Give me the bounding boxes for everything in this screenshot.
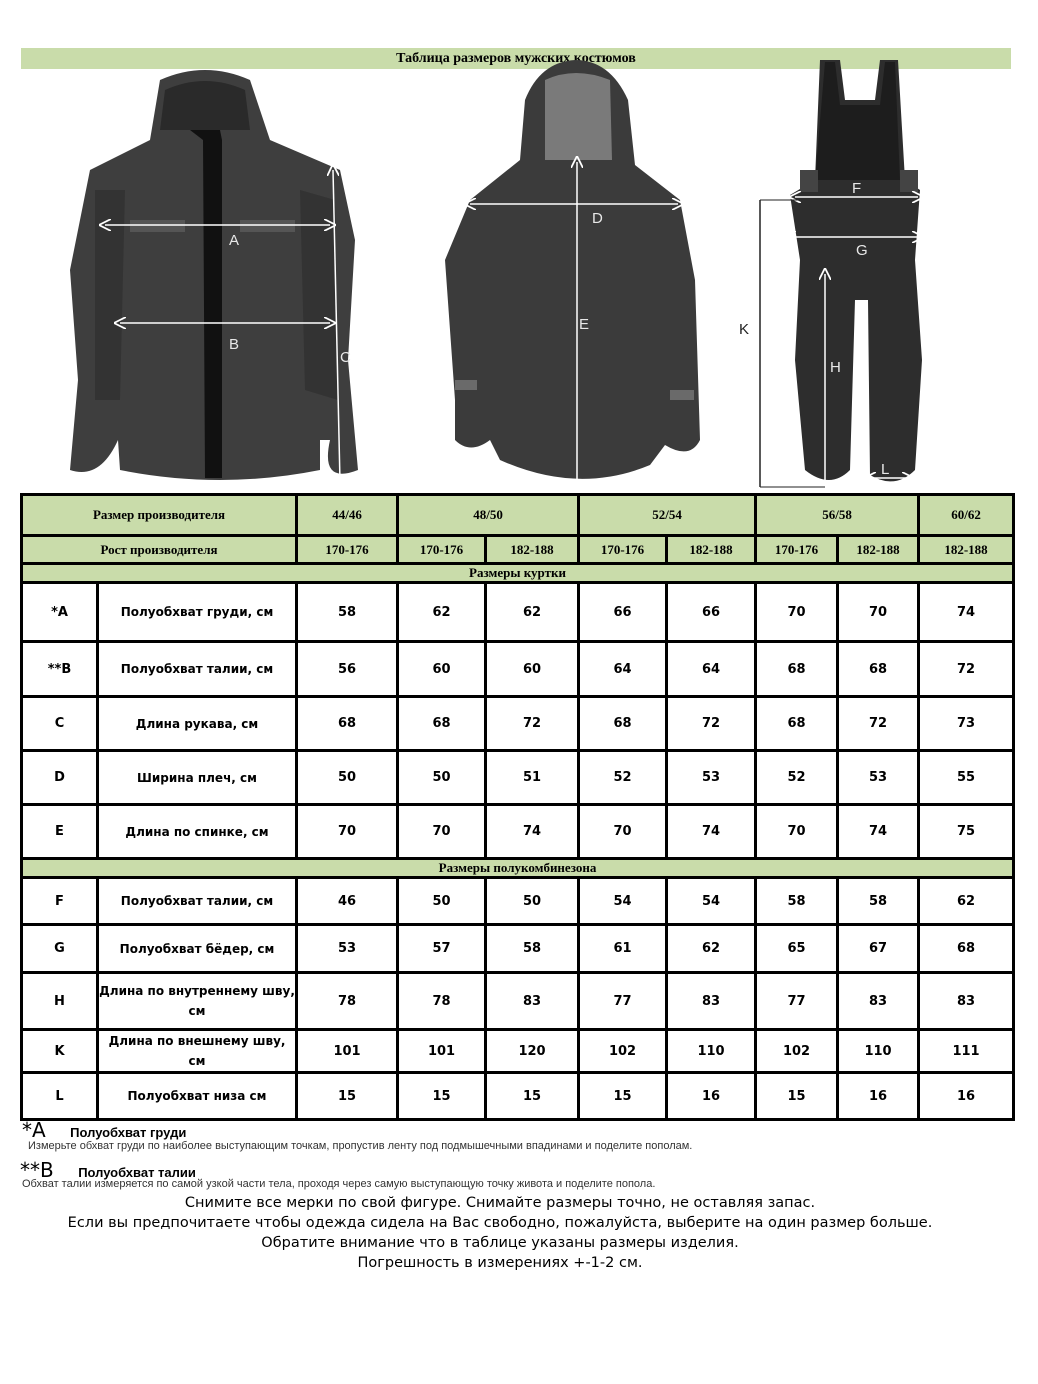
measure-value: 46	[297, 878, 398, 925]
measure-value: 15	[297, 1073, 398, 1120]
manufacturer-height-label: Рост производителя	[22, 536, 297, 564]
jacket-back-illustration	[445, 60, 700, 479]
page-title: Таблица размеров мужских костюмов	[21, 48, 1011, 69]
label-l: L	[881, 461, 890, 478]
measure-code: H	[22, 973, 98, 1030]
measure-value: 75	[919, 805, 1014, 859]
measure-name: Длина по внутреннему шву, см	[98, 973, 297, 1030]
measure-value: 68	[838, 642, 919, 697]
measure-value: 52	[756, 751, 838, 805]
measure-value: 16	[667, 1073, 756, 1120]
table-row	[22, 1073, 1014, 1120]
measure-value: 72	[667, 697, 756, 751]
measure-value: 58	[838, 878, 919, 925]
height-header: 170-176	[297, 536, 398, 564]
measure-value: 50	[398, 751, 486, 805]
note-b-title: Полуобхват талии	[78, 1165, 196, 1180]
note-a-title: Полуобхват груди	[70, 1125, 187, 1140]
note-a-mark: *A	[22, 1118, 46, 1142]
measure-value: 83	[667, 973, 756, 1030]
measure-value: 64	[579, 642, 667, 697]
measure-value: 62	[486, 583, 579, 642]
measure-value: 64	[667, 642, 756, 697]
measure-value: 55	[919, 751, 1014, 805]
measure-value: 66	[579, 583, 667, 642]
measure-value: 72	[838, 697, 919, 751]
measure-value: 73	[919, 697, 1014, 751]
measure-value: 15	[398, 1073, 486, 1120]
measure-value: 54	[667, 878, 756, 925]
instruction-line: Погрешность в измерениях +-1-2 см.	[357, 1255, 643, 1271]
height-header: 170-176	[398, 536, 486, 564]
table-row	[22, 642, 1014, 697]
measure-value: 65	[756, 925, 838, 973]
height-header: 170-176	[756, 536, 838, 564]
measure-value: 120	[486, 1030, 579, 1073]
label-g: G	[856, 242, 868, 259]
note-a-text: Измерьте обхват груди по наиболее выступающим точкам, пропустив ленту под подмышечными впадинами и поделите пополам.	[28, 1140, 693, 1152]
measure-value: 58	[486, 925, 579, 973]
measure-value: 83	[486, 973, 579, 1030]
measure-value: 68	[756, 697, 838, 751]
measure-value: 70	[579, 805, 667, 859]
label-a: A	[229, 232, 240, 249]
table-row	[22, 925, 1014, 973]
measure-value: 78	[398, 973, 486, 1030]
measure-name: Полуобхват талии, см	[98, 878, 297, 925]
overalls-illustration	[790, 60, 922, 481]
measure-value: 53	[297, 925, 398, 973]
measure-value: 16	[919, 1073, 1014, 1120]
measure-name: Полуобхват низа см	[98, 1073, 297, 1120]
size-header: 56/58	[756, 495, 919, 536]
measure-value: 15	[486, 1073, 579, 1120]
note-b-mark: **B	[20, 1158, 54, 1182]
measure-value: 70	[756, 805, 838, 859]
measure-code: F	[22, 878, 98, 925]
measure-value: 62	[919, 878, 1014, 925]
measure-value: 74	[667, 805, 756, 859]
height-header: 182-188	[919, 536, 1014, 564]
measure-code: C	[22, 697, 98, 751]
overalls-rows	[22, 878, 1014, 1120]
label-f: F	[852, 180, 862, 197]
height-header: 170-176	[579, 536, 667, 564]
measure-name: Длина рукава, см	[98, 697, 297, 751]
measure-value: 62	[398, 583, 486, 642]
height-header: 182-188	[838, 536, 919, 564]
measure-value: 15	[756, 1073, 838, 1120]
measure-value: 102	[579, 1030, 667, 1073]
measure-code: **B	[22, 642, 98, 697]
measure-value: 78	[297, 973, 398, 1030]
measure-value: 51	[486, 751, 579, 805]
instruction-line: Обратите внимание что в таблице указаны размеры изделия.	[261, 1235, 739, 1251]
table-row	[22, 1030, 1014, 1073]
label-d: D	[592, 210, 603, 227]
measure-value: 50	[398, 878, 486, 925]
label-e: E	[579, 316, 590, 333]
label-c: C	[340, 349, 351, 366]
measure-value: 74	[919, 583, 1014, 642]
measure-value: 50	[297, 751, 398, 805]
jacket-section-header: Размеры куртки	[22, 564, 1014, 583]
measure-value: 68	[919, 925, 1014, 973]
measurement-instructions	[0, 1193, 1000, 1273]
measure-value: 68	[756, 642, 838, 697]
measure-value: 70	[398, 805, 486, 859]
table-row	[22, 878, 1014, 925]
table-row	[22, 583, 1014, 642]
jacket-rows	[22, 583, 1014, 859]
measure-value: 56	[297, 642, 398, 697]
table-row	[22, 751, 1014, 805]
measure-value: 58	[756, 878, 838, 925]
measure-name: Ширина плеч, см	[98, 751, 297, 805]
table-row	[22, 697, 1014, 751]
measure-name: Полуобхват бёдер, см	[98, 925, 297, 973]
measure-value: 111	[919, 1030, 1014, 1073]
measure-name: Полуобхват талии, см	[98, 642, 297, 697]
measure-name: Длина по внешнему шву, см	[98, 1030, 297, 1073]
measure-name: Длина по спинке, см	[98, 805, 297, 859]
size-header: 48/50	[398, 495, 579, 536]
instruction-line: Если вы предпочитаете чтобы одежда сидела на Вас свободно, пожалуйста, выберите на один размер больше.	[67, 1215, 933, 1231]
measure-code: K	[22, 1030, 98, 1073]
measure-value: 62	[667, 925, 756, 973]
measure-value: 68	[398, 697, 486, 751]
garment-diagrams	[0, 48, 1038, 498]
measure-value: 68	[579, 697, 667, 751]
measure-value: 16	[838, 1073, 919, 1120]
measure-value: 70	[756, 583, 838, 642]
measure-value: 70	[297, 805, 398, 859]
measure-value: 53	[667, 751, 756, 805]
measure-code: G	[22, 925, 98, 973]
overalls-section-header: Размеры полукомбинезона	[22, 859, 1014, 878]
note-b-text: Обхват талии измеряется по самой узкой части тела, проходя через самую выступающую точку живота и поделите попола.	[22, 1178, 656, 1190]
measure-value: 66	[667, 583, 756, 642]
height-header: 182-188	[667, 536, 756, 564]
measure-value: 74	[838, 805, 919, 859]
manufacturer-size-label: Размер производителя	[22, 495, 297, 536]
measure-value: 77	[756, 973, 838, 1030]
measure-value: 52	[579, 751, 667, 805]
measure-value: 67	[838, 925, 919, 973]
measure-value: 50	[486, 878, 579, 925]
measure-value: 53	[838, 751, 919, 805]
notes	[22, 1118, 1022, 1190]
measure-value: 101	[398, 1030, 486, 1073]
height-header: 182-188	[486, 536, 579, 564]
label-h: H	[830, 359, 841, 376]
measure-value: 60	[398, 642, 486, 697]
size-header: 52/54	[579, 495, 756, 536]
label-k: K	[739, 321, 750, 338]
label-b: B	[229, 336, 240, 353]
measure-value: 58	[297, 583, 398, 642]
measure-value: 72	[919, 642, 1014, 697]
measure-value: 101	[297, 1030, 398, 1073]
measure-value: 110	[667, 1030, 756, 1073]
measure-name: Полуобхват груди, см	[98, 583, 297, 642]
measure-value: 102	[756, 1030, 838, 1073]
measure-code: *A	[22, 583, 98, 642]
measure-value: 15	[579, 1073, 667, 1120]
measure-value: 110	[838, 1030, 919, 1073]
measure-code: L	[22, 1073, 98, 1120]
table-row	[22, 973, 1014, 1030]
measure-value: 54	[579, 878, 667, 925]
table-row	[22, 805, 1014, 859]
size-header: 44/46	[297, 495, 398, 536]
size-header: 60/62	[919, 495, 1014, 536]
measure-value: 61	[579, 925, 667, 973]
instruction-line: Снимите все мерки по свой фигуре. Снимайте размеры точно, не оставляя запас.	[184, 1195, 816, 1211]
jacket-front-illustration	[70, 70, 358, 480]
measure-value: 74	[486, 805, 579, 859]
size-table	[20, 493, 1015, 1121]
measure-code: E	[22, 805, 98, 859]
measure-value: 83	[838, 973, 919, 1030]
measure-value: 72	[486, 697, 579, 751]
measure-value: 57	[398, 925, 486, 973]
measure-value: 70	[838, 583, 919, 642]
measure-value: 77	[579, 973, 667, 1030]
measure-value: 83	[919, 973, 1014, 1030]
measure-code: D	[22, 751, 98, 805]
measure-value: 60	[486, 642, 579, 697]
measure-value: 68	[297, 697, 398, 751]
